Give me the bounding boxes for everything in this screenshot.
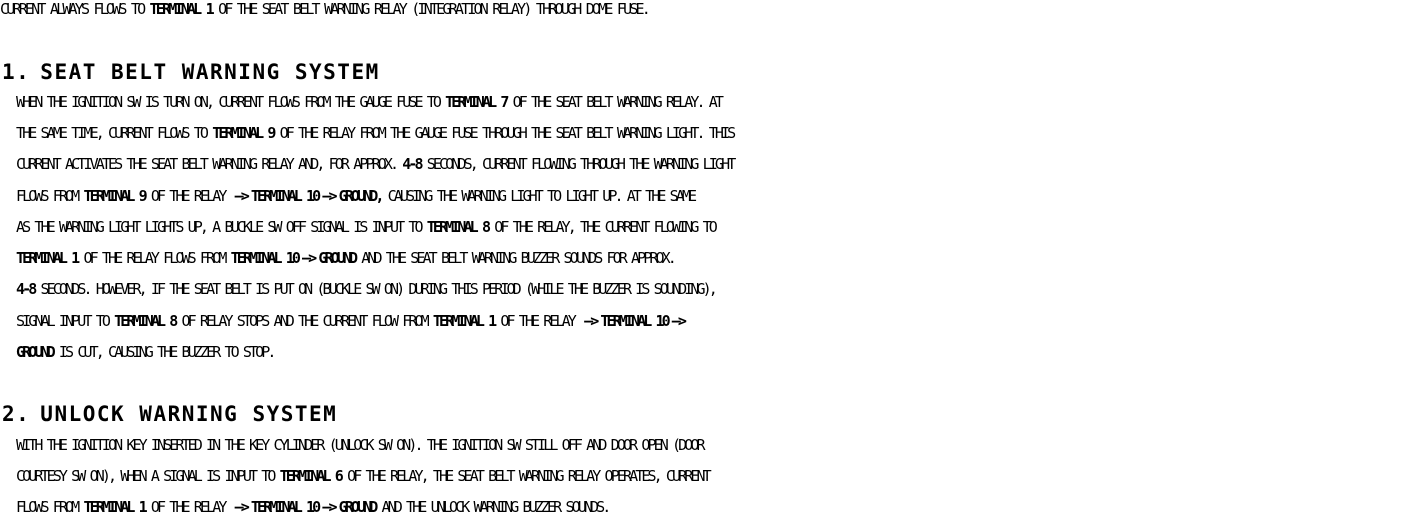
section-1-title: SEAT BELT WARNING SYSTEM xyxy=(40,60,380,84)
s1-l8-terminal-1: TERMINAL 1 xyxy=(432,312,495,330)
s1-l6-text-e: AND THE SEAT BELT WARNING BUZZER SOUNDS FOR APPROX. xyxy=(355,249,674,267)
s1-l4-terminal-9: TERMINAL 9 xyxy=(83,187,145,205)
s2-l3-ground: GROUND xyxy=(338,498,376,516)
s1-l9-ground: GROUND xyxy=(16,343,53,361)
s1-l7-duration: 4-8 xyxy=(16,280,35,298)
s1-l3-text-c: SECONDS, CURRENT FLOWING THROUGH THE WARNING LIGHT xyxy=(420,155,734,173)
section-1-line-5 xyxy=(16,217,1408,237)
s1-l5-text-c: OF THE RELAY, THE CURRENT FLOWING TO xyxy=(488,218,715,236)
intro-suffix: OF THE SEAT BELT WARNING RELAY (INTEGRATION RELAY) THROUGH DOME FUSE. xyxy=(211,0,649,18)
s1-l9-text-b: IS CUT, CAUSING THE BUZZER TO STOP. xyxy=(52,343,274,361)
section-1-line-6 xyxy=(16,248,1408,268)
s2-l3-text-a: FLOWS FROM xyxy=(16,498,84,516)
arrow-icon: —> xyxy=(322,498,335,516)
s1-l3-duration: 4-8 xyxy=(402,155,421,173)
section-2-line-1 xyxy=(16,435,1408,455)
s2-l3-text-f: AND THE UNLOCK WARNING BUZZER SOUNDS. xyxy=(375,498,609,516)
s1-l6-ground: GROUND xyxy=(318,249,356,267)
s2-l2-text-a: COURTESY SW ON), WHEN A SIGNAL IS INPUT TO xyxy=(16,467,280,485)
s1-l4-terminal-10: TERMINAL 10 xyxy=(250,187,319,205)
s1-l4-text-a: FLOWS FROM xyxy=(16,187,84,205)
s1-l8-terminal-10: TERMINAL 10 xyxy=(600,312,668,330)
s1-l6-terminal-1: TERMINAL 1 xyxy=(16,249,78,267)
section-1-number: 1. xyxy=(2,60,31,84)
section-1-line-9 xyxy=(16,342,1408,362)
section-2-number: 2. xyxy=(2,402,31,426)
s2-l3-terminal-1: TERMINAL 1 xyxy=(83,498,145,516)
arrow-icon: —> xyxy=(234,187,247,205)
s1-l8-text-c: OF RELAY STOPS AND THE CURRENT FLOW FROM xyxy=(175,312,433,330)
intro-terminal: TERMINAL 1 xyxy=(149,0,212,18)
intro-text xyxy=(0,0,1408,18)
s1-l2-text-c: OF THE RELAY FROM THE GAUGE FUSE THROUGH THE SEAT BELT WARNING LIGHT. THIS xyxy=(273,124,734,142)
s1-l2-terminal: TERMINAL 9 xyxy=(212,124,274,142)
section-2-line-2 xyxy=(16,466,1408,486)
s1-l1-terminal: TERMINAL 7 xyxy=(445,93,507,111)
section-1-line-2 xyxy=(16,123,1408,143)
s1-l2-text-a: THE SAME TIME, CURRENT FLOWS TO xyxy=(16,124,213,142)
s2-l3-text-c: OF THE RELAY xyxy=(144,498,231,516)
s1-l7-text-b: SECONDS. HOWEVER, IF THE SEAT BELT IS PUT ON (BUCKLE SW ON) DURING THIS PERIOD (WHILE THE BUZZER IS SOUNDING), xyxy=(34,280,715,298)
section-1-line-8 xyxy=(16,311,1408,331)
section-1-line-1 xyxy=(16,92,1408,112)
s1-l1-text-c: OF THE SEAT BELT WARNING RELAY. AT xyxy=(506,93,722,111)
intro-prefix: CURRENT ALWAYS FLOWS TO xyxy=(0,0,150,18)
arrow-icon: —> xyxy=(671,312,685,330)
arrow-icon: —> xyxy=(234,498,247,516)
s1-l6-text-b: OF THE RELAY FLOWS FROM xyxy=(77,249,231,267)
s1-l5-text-a: AS THE WARNING LIGHT LIGHTS UP, A BUCKLE SW OFF SIGNAL IS INPUT TO xyxy=(16,218,427,236)
s1-l1-text-a: WHEN THE IGNITION SW IS TURN ON, CURRENT FLOWS FROM THE GAUGE FUSE TO xyxy=(16,93,446,111)
s1-l4-text-f: CAUSING THE WARNING LIGHT TO LIGHT UP. AT THE SAME xyxy=(381,187,695,205)
s1-l6-terminal-10: TERMINAL 10 xyxy=(230,249,299,267)
section-2-title: UNLOCK WARNING SYSTEM xyxy=(40,402,338,426)
section-1-line-3 xyxy=(16,154,1408,174)
s1-l8-terminal-8: TERMINAL 8 xyxy=(114,312,176,330)
s2-l2-terminal-6: TERMINAL 6 xyxy=(279,467,341,485)
arrow-icon: —> xyxy=(322,187,335,205)
section-1-heading xyxy=(2,60,380,84)
s1-l3-text-a: CURRENT ACTIVATES THE SEAT BELT WARNING RELAY AND, FOR APPROX. xyxy=(16,155,403,173)
s1-l5-terminal-8: TERMINAL 8 xyxy=(426,218,489,236)
s2-l2-text-c: OF THE RELAY, THE SEAT BELT WARNING RELAY OPERATES, CURRENT xyxy=(340,467,709,485)
s2-l3-terminal-10: TERMINAL 10 xyxy=(250,498,319,516)
section-2-line-3 xyxy=(16,497,1408,517)
s2-l1-text-a: WITH THE IGNITION KEY INSERTED IN THE KEY CYLINDER (UNLOCK SW ON). THE IGNITION SW STILL OFF AND DOOR OPEN (DOOR xyxy=(16,436,703,454)
section-2-heading xyxy=(2,402,337,426)
s1-l4-ground: GROUND, xyxy=(338,187,382,205)
s1-l4-text-c: OF THE RELAY xyxy=(144,187,231,205)
s1-l8-text-e: OF THE RELAY xyxy=(494,312,581,330)
s1-l8-text-a: SIGNAL INPUT TO xyxy=(16,312,115,330)
arrow-icon: —> xyxy=(302,249,315,267)
section-1-line-4 xyxy=(16,186,1408,206)
section-1-line-7 xyxy=(16,279,1408,299)
arrow-icon: —> xyxy=(584,312,597,330)
